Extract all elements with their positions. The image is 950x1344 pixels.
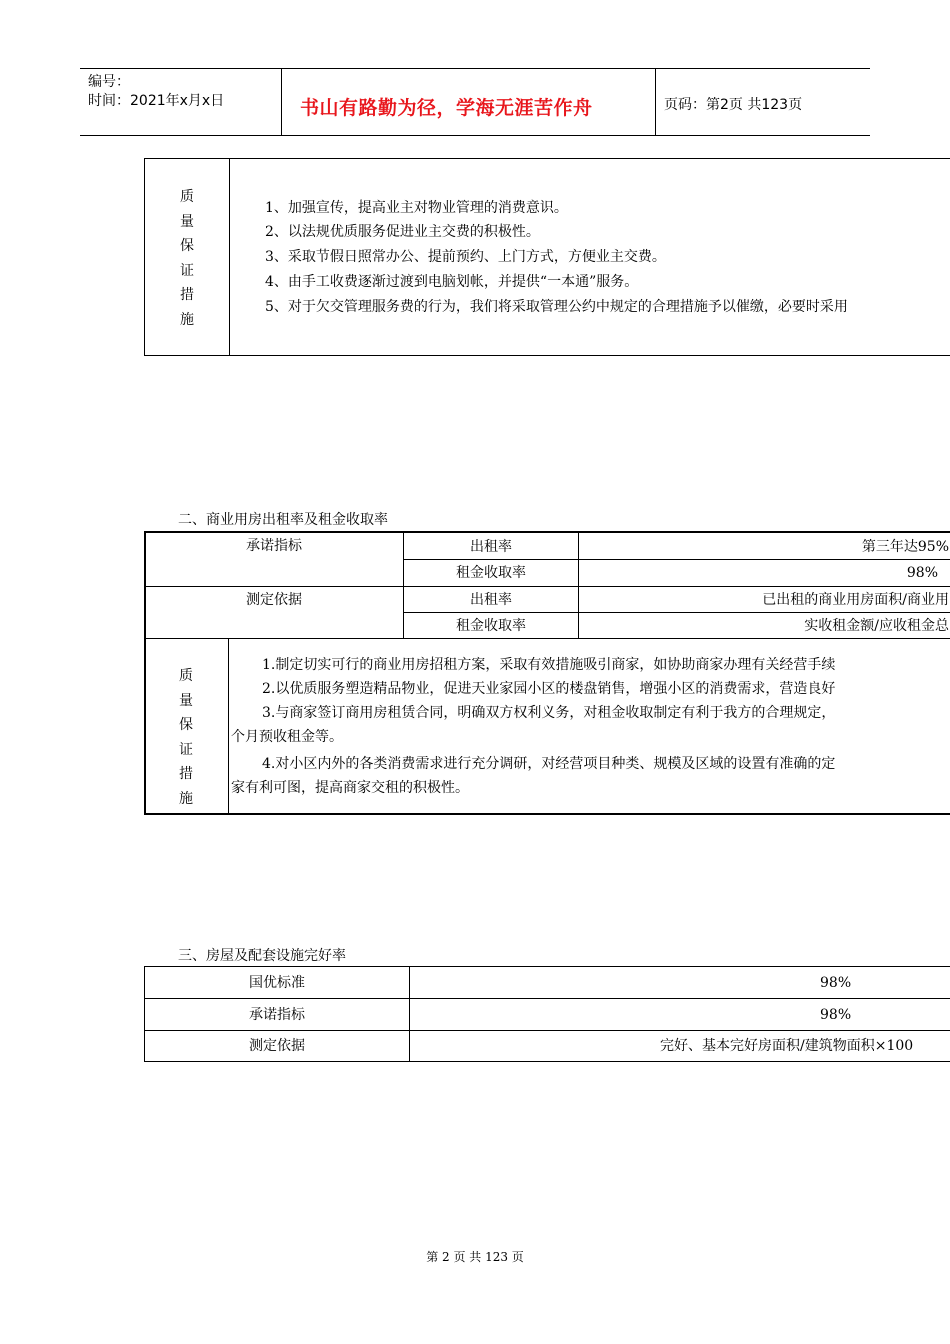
header-page-label: 页码：第2页 共123页 (664, 97, 803, 113)
table-divider (228, 638, 229, 814)
table-rule (144, 998, 950, 999)
item-label: 租金收取率 (456, 565, 526, 581)
page-footer: 第 2 页 共 123 页 (426, 1250, 524, 1264)
table-rule (403, 612, 950, 613)
row-value: 98% (820, 1007, 852, 1023)
row-group-label: 承诺指标 (246, 538, 302, 554)
item-label: 出租率 (470, 539, 512, 555)
measure-item-continued: 家有利可图，提高商家交租的积极性。 (231, 780, 469, 796)
table-rule (144, 1030, 950, 1031)
measure-item: 2、以法规优质服务促进业主交费的积极性。 (265, 224, 540, 240)
row-label: 测定依据 (249, 1038, 305, 1054)
item-value: 已出租的商业用房面积/商业用 (762, 592, 949, 608)
quality-measures-label: 质 量 保 证 措 施 (179, 668, 193, 807)
header-motto: 书山有路勤为径，学海无涯苦作舟 (300, 97, 593, 119)
header-top-rule (80, 68, 870, 69)
measure-item: 4、由手工收费逐渐过渡到电脑划帐，并提供“一本通”服务。 (265, 274, 639, 290)
quality-measures-label: 质 量 保 证 措 施 (180, 189, 194, 328)
measure-item: 5、对于欠交管理服务费的行为，我们将采取管理公约中规定的合理措施予以催缴，必要时采用 (265, 299, 848, 315)
item-value: 98% (906, 565, 938, 581)
header-divider (655, 68, 656, 136)
measure-item-continued: 个月预收租金等。 (231, 729, 343, 745)
row-label: 承诺指标 (249, 1007, 305, 1023)
table-divider (578, 532, 579, 638)
measure-item: 1、加强宣传，提高业主对物业管理的消费意识。 (265, 200, 568, 216)
table-rule (403, 559, 950, 560)
item-label: 租金收取率 (456, 618, 526, 634)
measure-item: 1.制定切实可行的商业用房招租方案，采取有效措施吸引商家，如协助商家办理有关经营手续 (262, 657, 836, 673)
row-value: 98% (820, 975, 852, 991)
measure-item: 4.对小区内外的各类消费需求进行充分调研，对经营项目种类、规模及区域的设置有准确的定 (262, 756, 836, 772)
table-rule (145, 586, 950, 587)
document-date-label: 时间：2021年x月x日 (88, 93, 225, 109)
row-value: 完好、基本完好房面积/建筑物面积×100 (660, 1038, 914, 1054)
measure-item: 2.以优质服务塑造精品物业，促进天业家园小区的楼盘销售，增强小区的消费需求，营造良好 (262, 681, 836, 697)
document-number-label: 编号： (88, 74, 130, 90)
item-value: 实收租金额/应收租金总 (804, 618, 949, 634)
row-label: 国优标准 (249, 975, 305, 991)
measure-item: 3.与商家签订商用房租赁合同，明确双方权利义务，对租金收取制定有利于我方的合理规定， (262, 705, 836, 721)
table-rule (145, 638, 950, 639)
measure-item: 3、采取节假日照常办公、提前预约、上门方式，方便业主交费。 (265, 249, 666, 265)
section-title: 三、房屋及配套设施完好率 (178, 948, 346, 964)
section-title: 二、商业用房出租率及租金收取率 (178, 512, 388, 528)
item-label: 出租率 (470, 592, 512, 608)
header-bottom-rule (80, 135, 870, 136)
table-divider (409, 966, 410, 1062)
header-divider (281, 68, 282, 136)
table-divider (229, 158, 230, 356)
row-group-label: 测定依据 (246, 592, 302, 608)
item-value: 第三年达95% (861, 539, 949, 555)
